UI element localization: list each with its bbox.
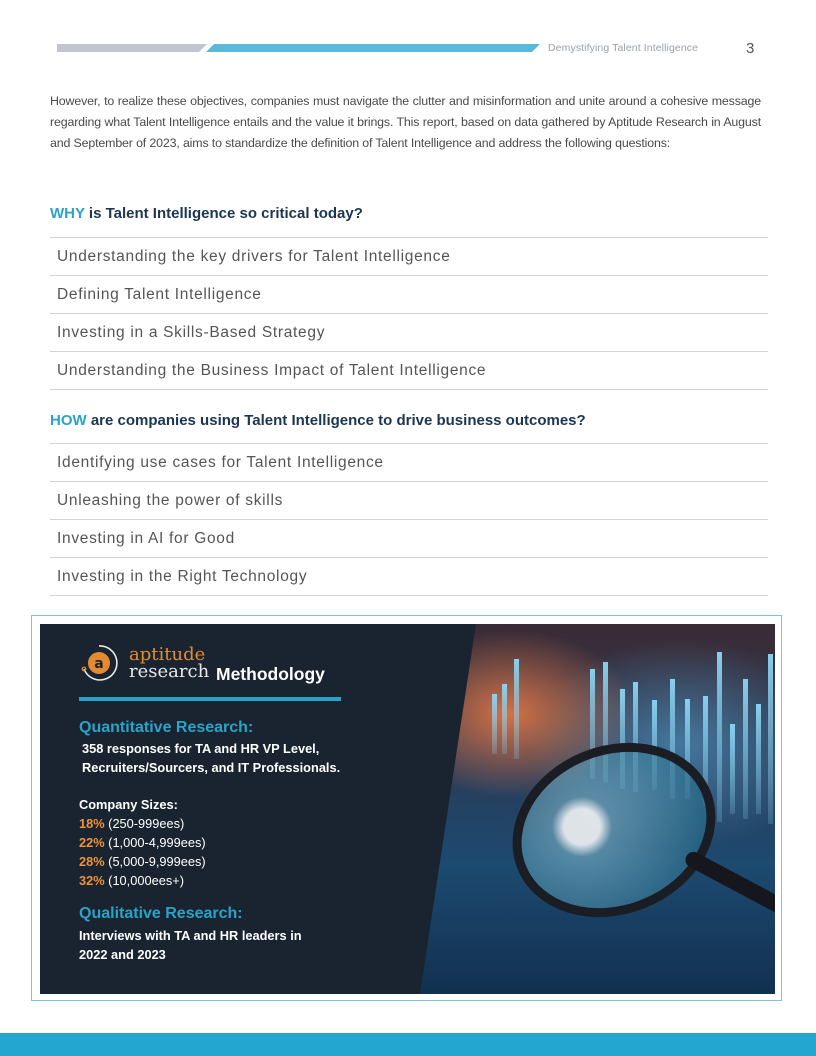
header-stripe-gray xyxy=(57,44,207,52)
quantitative-line-1: 358 responses for TA and HR VP Level, xyxy=(82,741,320,756)
why-heading xyxy=(50,205,363,222)
company-size-row: 28% (5,000-9,999ees) xyxy=(79,854,206,869)
quantitative-line-2: Recruiters/Sourcers, and IT Professionals. xyxy=(82,760,341,775)
how-heading xyxy=(50,412,586,429)
how-keyword: HOW xyxy=(50,412,87,429)
company-size-row: 32% (10,000ees+) xyxy=(79,873,184,888)
why-item: Understanding the Business Impact of Talent Intelligence xyxy=(50,351,768,390)
how-item: Investing in AI for Good xyxy=(50,519,768,557)
how-item: Unleashing the power of skills xyxy=(50,481,768,519)
quantitative-heading: Quantitative Research: xyxy=(79,719,254,736)
qualitative-heading: Qualitative Research: xyxy=(79,905,243,922)
how-heading-text: are companies using Talent Intelligence to drive business outcomes? xyxy=(86,412,586,429)
company-size-row: 18% (250-999ees) xyxy=(79,816,185,831)
why-item: Understanding the key drivers for Talent Intelligence xyxy=(50,237,768,275)
how-list xyxy=(50,443,768,596)
how-item: Identifying use cases for Talent Intelligence xyxy=(50,443,768,481)
why-item: Investing in a Skills-Based Strategy xyxy=(50,313,768,351)
qualitative-line-2: 2022 and 2023 xyxy=(79,947,166,962)
page-number: 3 xyxy=(746,40,755,57)
aptitude-research-logo: aptitude research xyxy=(129,644,210,682)
how-item: Investing in the Right Technology xyxy=(50,557,768,596)
methodology-divider xyxy=(79,697,341,701)
company-sizes-label: Company Sizes: xyxy=(79,797,178,812)
intro-paragraph: However, to realize these objectives, companies must navigate the clutter and misinformation and unite around a cohesive message regarding what Talent Intelligence entails and the value it brings. This report, based on data gathered by Aptitude Research in August and September of 2023, aims to standardize the definition of Talent Intelligence and address the following questions: xyxy=(50,94,761,150)
footer-bar xyxy=(0,1033,816,1056)
why-heading-text: is Talent Intelligence so critical today? xyxy=(84,205,363,222)
why-item: Defining Talent Intelligence xyxy=(50,275,768,313)
running-header-title: Demystifying Talent Intelligence xyxy=(548,42,699,54)
why-keyword: WHY xyxy=(50,205,85,222)
methodology-title: Methodology xyxy=(216,664,325,684)
magnifier-chart-image xyxy=(420,624,775,994)
aptitude-logo-icon xyxy=(79,643,119,683)
header-stripe-blue xyxy=(206,44,540,52)
svg-text:a: a xyxy=(94,656,104,672)
why-list xyxy=(50,237,768,390)
company-size-row: 22% (1,000-4,999ees) xyxy=(79,835,206,850)
qualitative-line-1: Interviews with TA and HR leaders in xyxy=(79,928,302,943)
